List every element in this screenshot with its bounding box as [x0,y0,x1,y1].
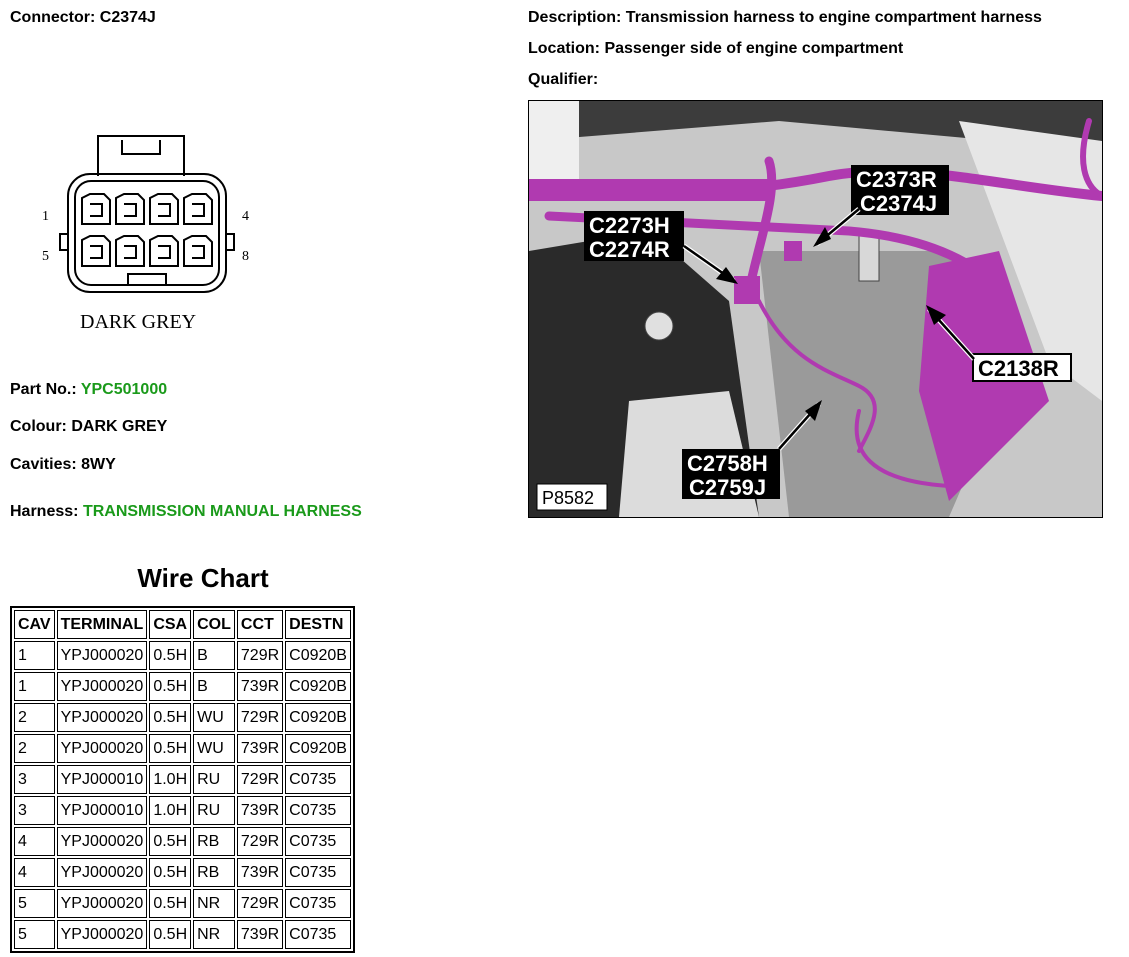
connector-label: Connector: [10,9,96,26]
pin-label-5: 5 [42,249,49,264]
description-label: Description: [528,9,622,26]
table-cell: YPJ000010 [57,765,148,794]
table-cell: 0.5H [149,703,191,732]
table-cell: YPJ000020 [57,827,148,856]
table-cell: C0920B [285,734,351,763]
table-cell: B [193,672,235,701]
table-cell: C0920B [285,672,351,701]
table-cell: YPJ000020 [57,703,148,732]
connector-cavity [116,194,144,224]
table-row [14,858,351,887]
wire-chart-header-cell: COL [193,610,235,639]
table-cell: YPJ000020 [57,734,148,763]
cavities-line [10,456,116,474]
table-cell: C0735 [285,796,351,825]
wire-chart-table [10,606,355,953]
table-cell: NR [193,920,235,949]
table-row [14,827,351,856]
wire-chart-header-cell: CSA [149,610,191,639]
pin-label-4: 4 [242,209,249,224]
table-cell: 0.5H [149,858,191,887]
table-cell: YPJ000020 [57,672,148,701]
table-cell: 739R [237,796,283,825]
wire-chart-header-cell: DESTN [285,610,351,639]
part-number-link[interactable]: YPC501000 [80,381,168,398]
table-cell: 0.5H [149,672,191,701]
table-row [14,734,351,763]
table-row [14,889,351,918]
description-value: Transmission harness to engine compartment harness [625,9,1042,26]
table-cell: YPJ000020 [57,641,148,670]
table-cell: B [193,641,235,670]
callout-c2138r: C2138R [978,356,1059,381]
wire-chart-title: Wire Chart [137,563,269,593]
table-row [14,920,351,949]
connector-cavity [150,236,178,266]
part-number-line [10,381,167,399]
callout-c2759j: C2759J [689,475,767,500]
table-cell: YPJ000010 [57,796,148,825]
colour-label: Colour: [10,418,67,435]
table-cell: 739R [237,672,283,701]
table-cell: 739R [237,734,283,763]
qualifier-label: Qualifier: [528,71,599,88]
table-cell: C0735 [285,765,351,794]
table-cell: 729R [237,889,283,918]
qualifier-line [528,71,598,89]
table-cell: C0735 [285,889,351,918]
connector-cavity [184,194,212,224]
location-line [528,40,903,58]
table-cell: 0.5H [149,827,191,856]
harness-label: Harness: [10,503,79,520]
table-cell: RB [193,827,235,856]
table-cell: YPJ000020 [57,889,148,918]
table-cell: 2 [14,734,55,763]
callout-c2373r: C2373R [856,167,937,192]
table-cell: C0920B [285,703,351,732]
table-cell: 3 [14,765,55,794]
callout-c2758h: C2758H [687,451,768,476]
connector-value: C2374J [99,9,156,26]
table-cell: RU [193,765,235,794]
table-cell: 729R [237,765,283,794]
connector-cavity [82,194,110,224]
table-cell: 729R [237,703,283,732]
wire-chart-body [14,641,351,949]
table-cell: 0.5H [149,734,191,763]
wire-chart-header-cell: CAV [14,610,55,639]
table-cell: 0.5H [149,641,191,670]
table-cell: NR [193,889,235,918]
connector-line [10,9,156,27]
table-cell: 1.0H [149,765,191,794]
table-cell: C0735 [285,920,351,949]
table-cell: RB [193,858,235,887]
table-cell: RU [193,796,235,825]
part-number-label: Part No.: [10,381,77,398]
cavities-label: Cavities: [10,456,77,473]
table-cell: WU [193,734,235,763]
callout-c2273h: C2273H [589,213,670,238]
connector-cavity [150,194,178,224]
table-cell: C0735 [285,858,351,887]
table-cell: WU [193,703,235,732]
connector-cavity [116,236,144,266]
table-cell: 3 [14,796,55,825]
connector-cavity [184,236,212,266]
wire-chart-header-cell: CCT [237,610,283,639]
location-label: Location: [528,40,600,57]
callout-c2374j: C2374J [860,191,938,216]
pin-label-1: 1 [42,209,49,224]
table-cell: 1 [14,672,55,701]
table-cell: 4 [14,827,55,856]
table-row [14,796,351,825]
wire-chart-header-row [14,610,351,639]
table-cell: 5 [14,889,55,918]
pin-label-8: 8 [242,249,249,264]
figure-reference: P8582 [542,488,595,508]
table-cell: 0.5H [149,889,191,918]
table-cell: YPJ000020 [57,858,148,887]
table-cell: 729R [237,641,283,670]
table-cell: 729R [237,827,283,856]
colour-line [10,418,167,436]
table-cell: C0735 [285,827,351,856]
table-cell: YPJ000020 [57,920,148,949]
connector-face-diagram [38,128,268,348]
description-line [528,9,1042,27]
table-row [14,641,351,670]
location-value: Passenger side of engine compartment [604,40,904,57]
table-row [14,703,351,732]
location-photo [528,100,1103,518]
callout-c2274r: C2274R [589,237,670,262]
wire-chart-header-cell: TERMINAL [57,610,148,639]
table-cell: 1.0H [149,796,191,825]
table-cell: 4 [14,858,55,887]
location-photo-illustration [529,101,1102,517]
table-row [14,765,351,794]
colour-value: DARK GREY [71,418,168,435]
harness-link[interactable]: TRANSMISSION MANUAL HARNESS [82,503,362,520]
table-cell: 739R [237,920,283,949]
harness-line [10,503,362,521]
table-row [14,672,351,701]
table-cell: 5 [14,920,55,949]
table-cell: 1 [14,641,55,670]
connector-cavity [82,236,110,266]
table-cell: 2 [14,703,55,732]
cavities-value: 8WY [81,456,116,473]
table-cell: C0920B [285,641,351,670]
diagram-colour-caption: DARK GREY [80,311,197,333]
table-cell: 739R [237,858,283,887]
table-cell: 0.5H [149,920,191,949]
